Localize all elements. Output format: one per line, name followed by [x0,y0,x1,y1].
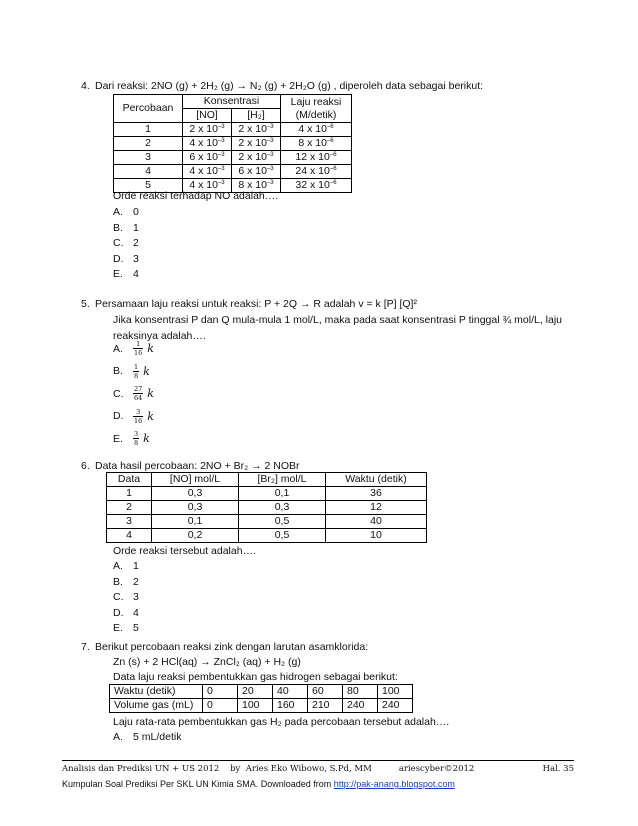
table-cell: 0,3 [152,501,239,515]
table-cell: 2 [107,501,152,515]
option-letter: B. [113,221,123,234]
question-number: 5. [81,298,90,310]
table-cell: 40 [326,515,427,529]
fraction: $\frac{27}{64}$ [134,385,143,402]
option-2[interactable] [113,385,154,402]
table-cell: 240 [378,699,413,713]
table-row [110,685,413,699]
option-0[interactable] [113,731,181,743]
option-letter: E. [113,268,123,280]
cell-h2: 6 x $10^{-3}$ [232,165,281,179]
question-number: 4. [81,80,90,92]
table-intro: Data laju reaksi pembentukkan gas hidrogen sebagai berikut: [113,671,398,683]
option-4[interactable] [113,268,139,280]
table-cell: 0,1 [152,515,239,529]
cell-h2: 8 x $10^{-3}$ [232,179,281,193]
option-1[interactable] [113,363,150,380]
rate-constant: k [143,432,150,445]
table-cell: 60 [308,685,343,699]
option-4[interactable] [113,430,150,447]
table-cell: 240 [343,699,378,713]
cell-percobaan: 5 [114,179,183,193]
table-cell: 36 [326,487,427,501]
rate-data-table [113,94,352,193]
table-cell: 0,5 [239,515,326,529]
option-3[interactable] [113,253,139,265]
fraction: $\frac{1}{16}$ [134,340,143,357]
table-cell: 160 [273,699,308,713]
fraction: $\frac{3}{8}$ [134,430,139,447]
option-2[interactable] [113,591,139,603]
cell-laju: 4 x $10^{-6}$ [281,123,352,137]
footer-source: Kumpulan Soal Prediksi Per SKL UN Kimia SMA. Downloaded from http://pak-anang.blogspot.com [62,779,455,789]
fraction: $\frac{3}{16}$ [134,407,143,425]
option-letter: A. [113,342,123,355]
cell-no: 2 x $10^{-3}$ [183,123,232,137]
cell-laju: 24 x $10^{-6}$ [281,165,352,179]
option-letter: B. [113,365,123,377]
cell-percobaan: 2 [114,137,183,151]
cell-percobaan: 1 [114,123,183,137]
table-row [107,515,427,529]
table-cell: 100 [378,685,413,699]
cell-laju: 8 x $10^{-6}$ [281,137,352,151]
table-cell: 0,1 [239,487,326,501]
header-laju: Laju reaksi (M/detik) [281,95,352,123]
option-text: 3 [133,591,139,603]
option-letter: D. [113,606,124,619]
table-cell: 1 [107,487,152,501]
option-text: 5 [133,622,139,634]
option-letter: C. [113,237,124,249]
table-cell: 80 [343,685,378,699]
fraction: $\frac{1}{8}$ [134,362,139,380]
cell-percobaan: 4 [114,165,183,179]
header-percobaan: Percobaan [114,95,183,123]
option-text: 0 [133,206,139,218]
option-text: 5 mL/detik [133,731,182,743]
question-number: 6. [81,460,90,472]
option-0[interactable] [113,206,139,218]
table-cell: 0,3 [152,487,239,501]
option-text: 1 [133,560,139,572]
table-cell: 3 [107,515,152,529]
table-row [107,487,427,501]
row-label: Volume gas (mL) [110,699,203,713]
rate-constant: k [147,342,154,355]
option-letter: C. [113,387,124,400]
rate-constant: k [147,387,154,400]
cell-percobaan: 3 [114,151,183,165]
table-cell: 210 [308,699,343,713]
reaction-equation: Zn (s) + 2 HCl(aq) → ZnCl₂ (aq) + H₂ (g) [113,656,301,668]
option-letter: D. [113,410,124,422]
table-cell: 0 [203,685,238,699]
table-cell: 12 [326,501,427,515]
table-row [114,137,352,151]
option-3[interactable] [113,408,154,425]
option-letter: B. [113,575,123,588]
table-cell: 20 [238,685,273,699]
option-letter: A. [113,731,123,743]
table-cell: 0,2 [152,529,239,543]
cell-laju: 12 x $10^{-6}$ [281,151,352,165]
footer-divider [62,760,574,761]
cell-no: 4 x $10^{-3}$ [183,179,232,193]
option-0[interactable] [113,340,154,357]
column-header: Waktu (detik) [326,473,427,487]
question-text: Laju rata-rata pembentukkan gas H₂ pada percobaan tersebut adalah…. [113,716,450,728]
option-text: 4 [133,606,139,619]
option-letter: A. [113,560,123,572]
option-text: 1 [133,221,139,234]
header-no: [NO] [183,109,232,123]
question-stem: Dari reaksi: 2NO (g) + 2H₂ (g) → N₂ (g) + 2H₂O (g) , diperoleh data sebagai berikut: [95,80,484,92]
table-row [110,699,413,713]
table-cell: 40 [273,685,308,699]
question-line-2: Jika konsentrasi P dan Q mula-mula 1 mol/L, maka pada saat konsentrasi P tinggal ¾ mol/L, laju [113,314,563,326]
option-2[interactable] [113,237,139,249]
page-number: Hal. 35 [542,764,574,774]
question-line-1: Persamaan laju reaksi untuk reaksi: P + 2Q → R adalah v = k [P] [Q]² [95,298,417,310]
experiment-table [106,472,427,543]
option-1[interactable] [113,576,139,588]
option-letter: E. [113,622,123,634]
cell-no: 4 x $10^{-3}$ [183,137,232,151]
question-line-3: reaksinya adalah…. [113,330,206,342]
question-stem: Data hasil percobaan: 2NO + Br₂ → 2 NOBr [95,460,300,472]
option-letter: A. [113,206,123,218]
table-cell: 0 [203,699,238,713]
option-letter: D. [113,252,124,265]
cell-h2: 2 x $10^{-3}$ [232,151,281,165]
cell-laju: 32 x $10^{-6}$ [281,179,352,193]
column-header: [Br₂] mol/L [239,473,326,487]
option-letter: C. [113,591,124,603]
cell-no: 4 x $10^{-3}$ [183,165,232,179]
option-0[interactable] [113,560,139,572]
option-3[interactable] [113,607,139,619]
cell-h2: 2 x $10^{-3}$ [232,137,281,151]
source-link[interactable]: http://pak-anang.blogspot.com [333,779,455,789]
option-letter: E. [113,432,123,445]
question-stem: Berikut percobaan reaksi zink dengan larutan asamklorida: [95,641,369,653]
table-row [107,501,427,515]
rate-constant: k [143,364,150,378]
table-cell: 100 [238,699,273,713]
table-cell: 10 [326,529,427,543]
table-cell: 0,3 [239,501,326,515]
footer-left: Analisis dan Prediksi UN + US 2012 by Aries Eko Wibowo, S.Pd, MM ariescyber©2012 [62,764,475,774]
rate-constant: k [147,409,154,423]
question-text: Orde reaksi tersebut adalah…. [113,545,256,557]
option-text: 2 [133,237,139,249]
table-row [114,165,352,179]
column-header: [NO] mol/L [152,473,239,487]
table-cell: 4 [107,529,152,543]
table-row [114,123,352,137]
question-number: 7. [81,641,90,653]
table-row [114,151,352,165]
question-text: Orde reaksi terhadap NO adalah…. [113,190,279,202]
column-header: Data [107,473,152,487]
cell-h2: 2 x $10^{-3}$ [232,123,281,137]
option-text: 4 [133,268,139,280]
footer [62,764,574,774]
table-cell: 0,5 [239,529,326,543]
option-4[interactable] [113,622,139,634]
option-1[interactable] [113,222,139,234]
cell-no: 6 x $10^{-3}$ [183,151,232,165]
header-h2: [H₂] [232,109,281,123]
gas-volume-table [109,684,413,713]
option-text: 2 [133,575,139,588]
option-text: 3 [133,252,139,265]
header-konsentrasi: Konsentrasi [183,95,281,109]
row-label: Waktu (detik) [110,685,203,699]
table-row [107,529,427,543]
